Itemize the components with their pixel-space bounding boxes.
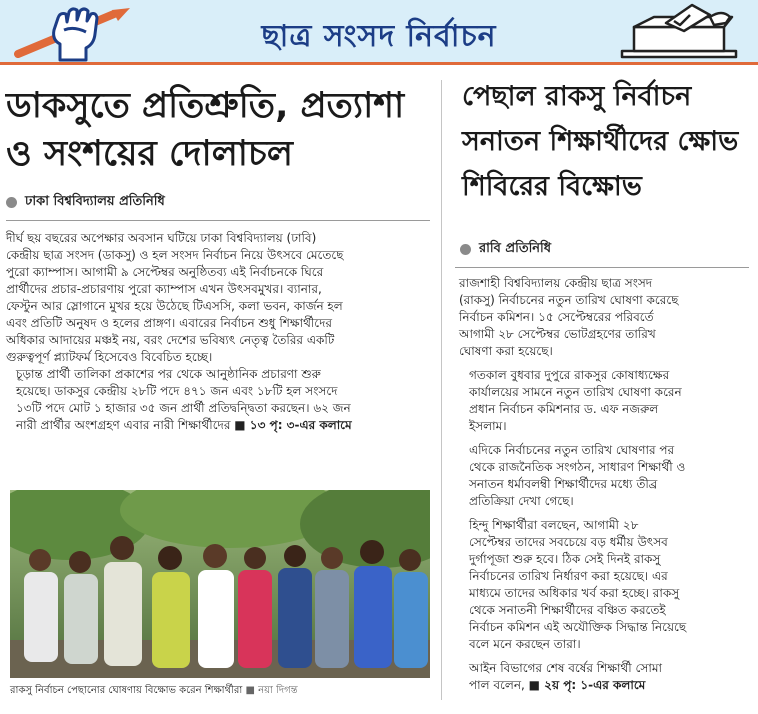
- text-line: এদিকে নির্বাচনের নতুন তারিখ ঘোষণার পর: [469, 443, 675, 457]
- text-line: [459, 677, 749, 694]
- ballot-box-icon: [614, 3, 744, 61]
- text-line: গুরুত্বপূর্ণ প্ল্যাটফর্ম হিসেবেও বিবেচিত হচ্ছে।: [6, 350, 213, 364]
- headline-line: পেছাল রাকসু নির্বাচন: [462, 81, 692, 112]
- text-line: কেন্দ্রীয় ছাত্র সংসদ (ডাকসু) ও হল সংসদ নির্বাচন নিয়ে উৎসবে মেতেছে: [6, 248, 344, 262]
- text-line: সেপ্টেম্বর তাদের সবচেয়ে বড় ধর্মীয় উৎসব: [469, 535, 668, 549]
- text-line: ঘোষণা করা হয়েছে।: [459, 344, 553, 358]
- text-line: চূড়ান্ত প্রার্থী তালিকা প্রকাশের পর থেকে আনুষ্ঠানিক প্রচারণা শুরু: [16, 367, 321, 381]
- continued-link[interactable]: ■ ২য় পৃ: ১-এর কলামে: [528, 678, 646, 692]
- banner-underline: [0, 62, 758, 65]
- left-headline: [6, 82, 430, 178]
- left-paragraph-2: [6, 366, 430, 434]
- text-line: আগামী ২৮ সেপ্টেম্বর ভোটগ্রহণের তারিখ: [459, 327, 656, 341]
- text-line: বলে মনে করছেন তারা।: [469, 637, 581, 651]
- right-paragraph-4: [459, 517, 749, 653]
- right-body: [455, 275, 749, 694]
- text-line: গতকাল বুধবার দুপুরে রাকসুর কোষাধ্যক্ষের: [469, 368, 670, 382]
- right-article: [455, 74, 749, 694]
- protest-photo: [10, 490, 430, 678]
- right-paragraph-2: [459, 367, 749, 435]
- text-line: আইন বিভাগের শেষ বর্ষের শিক্ষার্থী সোমা: [469, 661, 662, 675]
- text-fragment: পাল বলেন,: [469, 678, 525, 692]
- text-fragment: নারী প্রার্থীর অংশগ্রহণ এবার নারী শিক্ষার্থীদের: [16, 418, 231, 432]
- text-line: অধিকার আদায়ের মঞ্চই নয়, বরং দেশের ভবিষ্যৎ নেতৃত্ব তৈরির একটি: [6, 333, 335, 347]
- text-line: মাধ্যমে তাদের অধিকার খর্ব করা হচ্ছে। রাকসু: [469, 586, 680, 600]
- headline-line: শিবিরের বিক্ষোভ: [462, 171, 642, 202]
- text-line: ১৩টি পদে মোট ১ হাজার ৩৫ জন প্রার্থী প্রতিদ্বন্দ্বিতা করছেন। ৬২ জন: [16, 401, 351, 415]
- text-line: কার্যালয়ের সামনে নতুন তারিখ ঘোষণা করেন: [469, 385, 682, 399]
- left-paragraph-1: [6, 230, 430, 366]
- text-line: সনাতন ধর্মাবলম্বী শিক্ষার্থীদের মধ্যে তীব্র: [469, 477, 658, 491]
- right-headline: [455, 74, 749, 209]
- byline-text: ঢাকা বিশ্ববিদ্যালয় প্রতিনিধি: [25, 194, 165, 209]
- text-line: প্রধান নির্বাচন কমিশনার ড. এফ নজরুল: [469, 402, 659, 416]
- photo-caption: [10, 683, 430, 700]
- section-banner: [0, 0, 758, 62]
- right-paragraph-5: [459, 660, 749, 694]
- byline-divider: [455, 267, 749, 268]
- text-line: হিন্দু শিক্ষার্থীরা বলছেন, আগামী ২৮: [469, 518, 639, 532]
- right-paragraph-3: [459, 442, 749, 510]
- text-line: নির্বাচন কমিশন এই অযৌক্তিক সিদ্ধান্ত নিয়েছে: [469, 620, 687, 634]
- headline-line: সনাতন শিক্ষার্থীদের ক্ষোভ: [462, 126, 739, 157]
- continued-link[interactable]: ■ ১৩ পৃ: ৩-এর কলামে: [234, 418, 352, 432]
- text-line: প্রার্থীদের প্রচার-প্রচারণায় পুরো ক্যাম্পাস এখন উৎসবমুখর। ব্যানার,: [6, 282, 322, 296]
- headline-line: ডাকসুতে প্রতিশ্রুতি, প্রত্যাশা: [6, 86, 405, 126]
- left-article: [6, 70, 430, 434]
- bullet-dot-icon: [460, 244, 471, 255]
- left-byline: [6, 192, 430, 213]
- right-byline: [455, 239, 749, 260]
- text-line: এবং প্রতিটি অনুষদ ও হলের প্রাঙ্গণ। এবারের নির্বাচন শুধু শিক্ষার্থীদের: [6, 316, 333, 330]
- text-line: পুরো ক্যাম্পাস। আগামী ৯ সেপ্টেম্বর অনুষ্ঠিতব্য এই নির্বাচনকে ঘিরে: [6, 265, 324, 279]
- text-line: নির্বাচন কমিশন। ১৫ সেপ্টেম্বরের পরিবর্তে: [459, 310, 654, 324]
- right-paragraph-1: [459, 275, 749, 360]
- column-divider: [441, 80, 442, 700]
- bullet-dot-icon: [6, 197, 17, 208]
- text-line: প্রতিক্রিয়া দেখা গেছে।: [469, 494, 574, 508]
- caption-text: রাকসু নির্বাচন পেছানোর ঘোষণায় বিক্ষোভ করেন শিক্ষার্থীরা: [10, 685, 243, 696]
- text-line: (রাকসু) নির্বাচনের নতুন তারিখ ঘোষণা করেছে: [459, 293, 679, 307]
- text-line: দীর্ঘ ছয় বছরের অপেক্ষার অবসান ঘটিয়ে ঢাকা বিশ্ববিদ্যালয় (ঢাবি): [6, 231, 317, 245]
- text-line: ইসলাম।: [469, 419, 507, 433]
- text-line: থেকে রাজনৈতিক সংগঠন, সাধারণ শিক্ষার্থী ও: [469, 460, 686, 474]
- banner-title: ছাত্র সংসদ নির্বাচন: [261, 19, 497, 54]
- photo-credit: ■ নয়া দিগন্ত: [245, 685, 298, 696]
- text-line: [6, 417, 430, 434]
- byline-divider: [6, 220, 430, 221]
- text-line: হয়েছে। ডাকসুর কেন্দ্রীয় ২৮টি পদে ৪৭১ জন এবং ১৮টি হল সংসদে: [16, 384, 338, 398]
- text-line: দুর্গাপূজা শুরু হবে। ঠিক সেই দিনই রাকসু: [469, 552, 661, 566]
- headline-line: ও সংশয়ের দোলাচল: [6, 134, 293, 174]
- text-line: ফেস্টুন আর স্লোগানে মুখর হয়ে উঠেছে টিএসসি, কলা ভবন, কার্জন হল: [6, 299, 343, 313]
- byline-text: রাবি প্রতিনিধি: [479, 241, 552, 256]
- text-line: থেকে সনাতনী শিক্ষার্থীদের বঞ্চিত করতেই: [469, 603, 666, 617]
- text-line: রাজশাহী বিশ্ববিদ্যালয় কেন্দ্রীয় ছাত্র সংসদ: [459, 276, 653, 290]
- text-line: নির্বাচনের তারিখ নির্ধারণ করা হয়েছে। এর: [469, 569, 668, 583]
